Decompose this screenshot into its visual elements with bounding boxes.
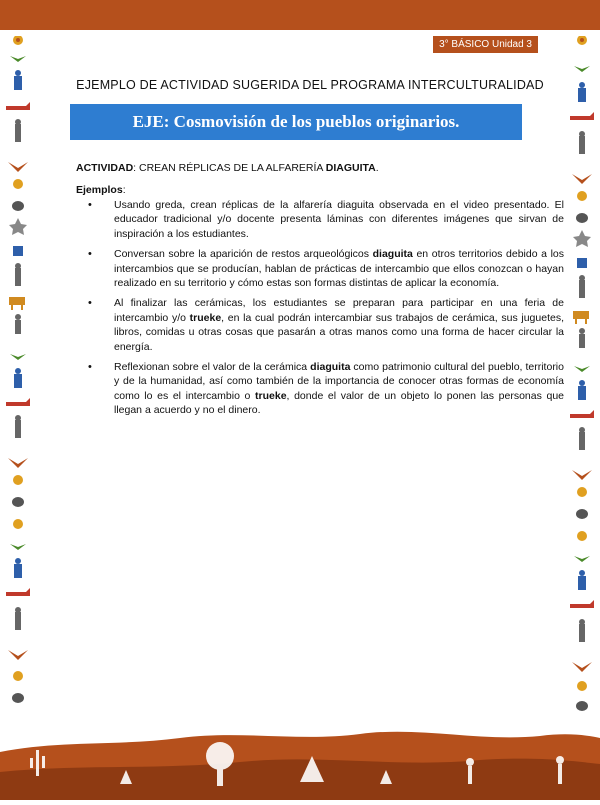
- bottom-illustration: [0, 712, 600, 800]
- person-icon: [579, 328, 585, 348]
- right-decorative-border: [564, 36, 600, 716]
- condor-icon-2: [572, 470, 592, 480]
- warrior-icon-4: [15, 607, 21, 630]
- fox-icon-3: [6, 588, 30, 596]
- fox-icon: [6, 102, 30, 110]
- fox-icon: [570, 112, 594, 120]
- pot-icon-3: [576, 701, 588, 711]
- deer-icon: [574, 312, 588, 324]
- example-3-b: trueke: [189, 311, 222, 324]
- sun-icon: [577, 36, 587, 45]
- pot-icon-2: [12, 497, 24, 507]
- flower-icon-3: [13, 671, 23, 681]
- sun-icon: [13, 36, 23, 45]
- star-icon: [573, 230, 591, 247]
- fox-icon-2: [6, 398, 30, 406]
- activity-line: [76, 162, 536, 174]
- figure-icon: [14, 70, 22, 90]
- fox-icon-3: [570, 600, 594, 608]
- bird-icon-3: [10, 544, 26, 550]
- pot-icon: [12, 201, 24, 211]
- activity-text: : CREAN RÉPLICAS DE LA ALFARERÍA: [133, 162, 326, 174]
- list-item: [114, 360, 564, 418]
- condor-icon: [8, 162, 28, 172]
- example-3-a: Al finalizar las cerámicas, los estudiantes se preparan para participar en una feria de intercambio y/o: [114, 297, 564, 324]
- example-4-c: como patrimonio cultural del pueblo, territorio y de la humanidad, así como también de la importancia de conocer otras formas de economía como lo es el intercambio o: [114, 361, 564, 402]
- flower-icon-2: [577, 487, 587, 497]
- blue-figure-icon: [577, 258, 587, 268]
- pot-icon-2: [576, 509, 588, 519]
- example-4-d: trueke: [255, 389, 287, 402]
- bird-icon-2: [574, 366, 590, 372]
- activity-end: .: [375, 162, 379, 174]
- flower-icon: [577, 191, 587, 201]
- activity-label: ACTIVIDAD: [76, 162, 134, 174]
- warrior-icon-2: [15, 263, 21, 286]
- example-4-b: diaguita: [310, 361, 351, 374]
- blue-figure-icon: [13, 246, 23, 256]
- person-icon: [15, 314, 21, 334]
- warrior-icon: [579, 131, 585, 154]
- warrior-icon-4: [579, 619, 585, 642]
- activity-emphasis: DIAGUITA: [325, 162, 376, 174]
- example-4-e: , donde el valor de un objeto lo ponen las personas que llegan a acuerdo y no el dinero.: [114, 389, 564, 417]
- flower-icon: [13, 179, 23, 189]
- condor-icon-2: [8, 458, 28, 468]
- figure-icon-3: [14, 558, 22, 578]
- left-border-icons: [0, 36, 36, 716]
- list-item: [114, 247, 564, 290]
- figure-icon-2: [578, 380, 586, 400]
- example-2-a: Conversan sobre la aparición de restos arqueológicos: [114, 248, 373, 261]
- bird-icon: [10, 56, 26, 62]
- figure-icon-2: [14, 368, 22, 388]
- top-decorative-band: [0, 0, 600, 30]
- flower-icon-3: [577, 681, 587, 691]
- bird-icon-3: [574, 556, 590, 562]
- flower-icon-2: [13, 475, 23, 485]
- example-4-a: Reflexionan sobre el valor de la cerámica: [114, 361, 311, 374]
- examples-colon: :: [122, 184, 126, 196]
- example-2-b: diaguita: [372, 248, 413, 261]
- page-title: EJEMPLO DE ACTIVIDAD SUGERIDA DEL PROGRAMA INTERCULTURALIDAD: [76, 78, 544, 92]
- bird-icon: [574, 66, 590, 72]
- pot-icon: [576, 213, 588, 223]
- example-2-c: en otros territorios debido a los intercambios que se producían, hablan de prácticas de intercambio que ellos conozcan o hayan realizado en su territorio y cómo estas son formas distintas de aplicar la economía.: [114, 248, 564, 290]
- warrior-icon-3: [579, 427, 585, 450]
- deer-icon: [10, 298, 24, 310]
- list-item: [114, 296, 564, 354]
- fox-icon-2: [570, 410, 594, 418]
- condor-icon: [572, 174, 592, 184]
- example-3-c: , en la cual podrán intercambiar sus trabajos de cerámica, sus juguetes, libros, comidas u otras cosas que pasarán a otras manos como una forma de hacer circular la energía.: [114, 311, 564, 353]
- grade-unit-badge: 3° BÁSICO Unidad 3: [433, 36, 538, 53]
- sun-icon-2: [577, 531, 587, 541]
- examples-list: [76, 198, 564, 418]
- list-item: [114, 198, 564, 241]
- left-decorative-border: [0, 36, 36, 716]
- examples-heading: [76, 184, 126, 196]
- warrior-icon: [15, 119, 21, 142]
- figure-icon: [578, 82, 586, 102]
- condor-icon-3: [8, 650, 28, 660]
- right-border-icons: [564, 36, 600, 716]
- eje-heading: [70, 104, 522, 140]
- star-icon: [9, 218, 27, 235]
- bird-icon-2: [10, 354, 26, 360]
- landscape-silhouette-icon: [0, 712, 600, 800]
- warrior-icon-3: [15, 415, 21, 438]
- condor-icon-3: [572, 662, 592, 672]
- pot-icon-3: [12, 693, 24, 703]
- sun-icon-2: [13, 519, 23, 529]
- eje-heading-text: EJE: Cosmovisión de los pueblos originarios.: [132, 112, 460, 131]
- examples-label: Ejemplos: [76, 184, 123, 196]
- example-1-text: Usando greda, crean réplicas de la alfarería diaguita observada en el video presentado. El educador tradicional y/o docente presenta láminas con diferentes imágenes que sirvan de inspiración a los estudiantes.: [114, 199, 564, 240]
- figure-icon-3: [578, 570, 586, 590]
- warrior-icon-2: [579, 275, 585, 298]
